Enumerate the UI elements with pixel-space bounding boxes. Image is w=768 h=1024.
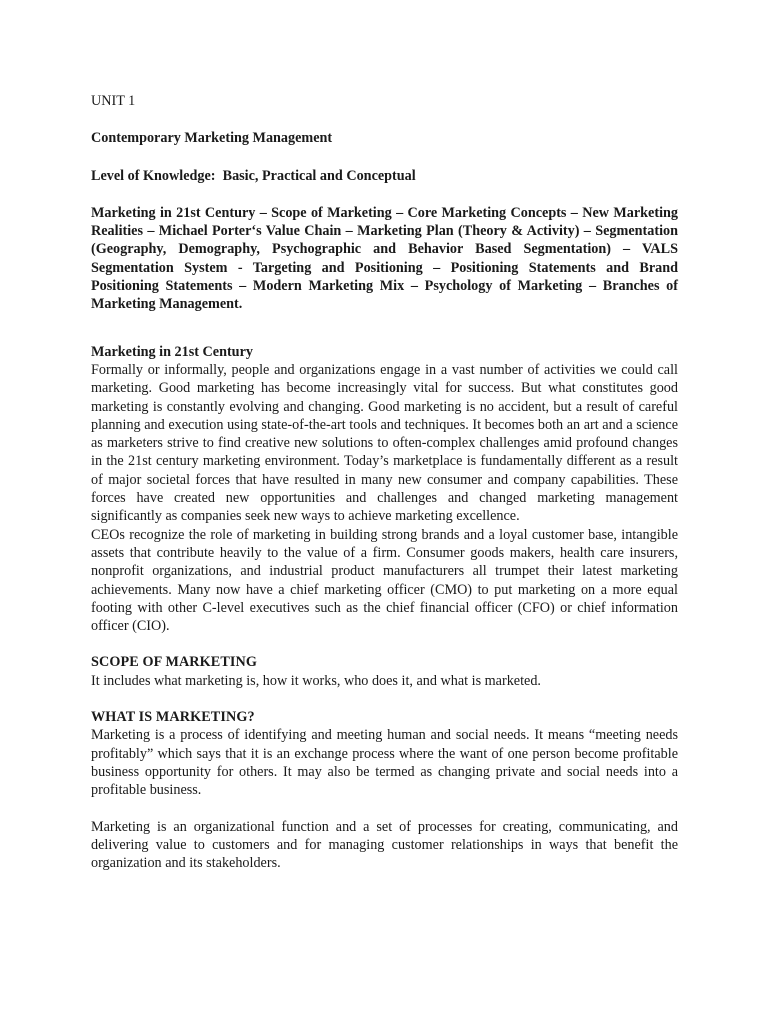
section-heading-21st-century: Marketing in 21st Century [91, 343, 253, 360]
section-heading-scope: SCOPE OF MARKETING [91, 654, 258, 671]
topic-outline: Marketing in 21st Century – Scope of Marketing – Core Marketing Concepts – New Marketing Realities – Michael Porter‘s Value Chain – Marketing Plan (Theory & Activity) – Segmentation (Geography, Demography, Psychographic and Behavior Based Segmentation) – VALS Segmentation System - Targeting and Positioning – Positioning Statements and Brand Positioning Statements – Modern Marketing Mix – Psychology of Marketing – Branches of Marketing Management. [91, 204, 678, 313]
document-page [91, 92, 678, 872]
paragraph-what-is-marketing-1: Marketing is a process of identifying and meeting human and social needs. It means “meeting needs profitably” which says that it is an exchange process where the want of one person become profitable business opportunity for others. It may also be termed as changing private and social needs into a profitable business. [91, 727, 678, 799]
document-title: Contemporary Marketing Management [91, 130, 333, 147]
unit-label: UNIT 1 [91, 93, 136, 109]
section-heading-what-is-marketing: WHAT IS MARKETING? [91, 709, 255, 726]
paragraph-21st-century-2: CEOs recognize the role of marketing in building strong brands and a loyal customer base, intangible assets that contribute heavily to the value of a firm. Consumer goods makers, health care insurers, nonprofit organizations, and industrial product manufacturers all trumpet their latest marketing achievements. Many now have a chief marketing officer (CMO) to put marketing on a more equal footing with other C-level executives such as the chief financial officer (CFO) or chief information officer (CIO). [91, 526, 678, 635]
paragraph-what-is-marketing-2: Marketing is an organizational function and a set of processes for creating, communicating, and delivering value to customers and for managing customer relationships in ways that benefit the organization and its stakeholders. [91, 818, 678, 872]
paragraph-scope: It includes what marketing is, how it works, who does it, and what is marketed. [91, 672, 541, 689]
knowledge-level: Level of Knowledge: Basic, Practical and Conceptual [91, 167, 416, 184]
paragraph-21st-century-1: Formally or informally, people and organizations engage in a vast number of activities we could call marketing. Good marketing has become increasingly vital for success. But what constitutes good marketing is constantly evolving and changing. Good marketing is no accident, but a result of careful planning and execution using state-of-the-art tools and techniques. It becomes both an art and a science as marketers strive to find creative new solutions to often-complex challenges amid profound changes in the 21st century marketing environment. Today’s marketplace is fundamentally different as a result of major societal forces that have resulted in many new consumer and company capabilities. These forces have created new opportunities and challenges and changed marketing management significantly as companies seek new ways to achieve marketing excellence. [91, 361, 678, 525]
